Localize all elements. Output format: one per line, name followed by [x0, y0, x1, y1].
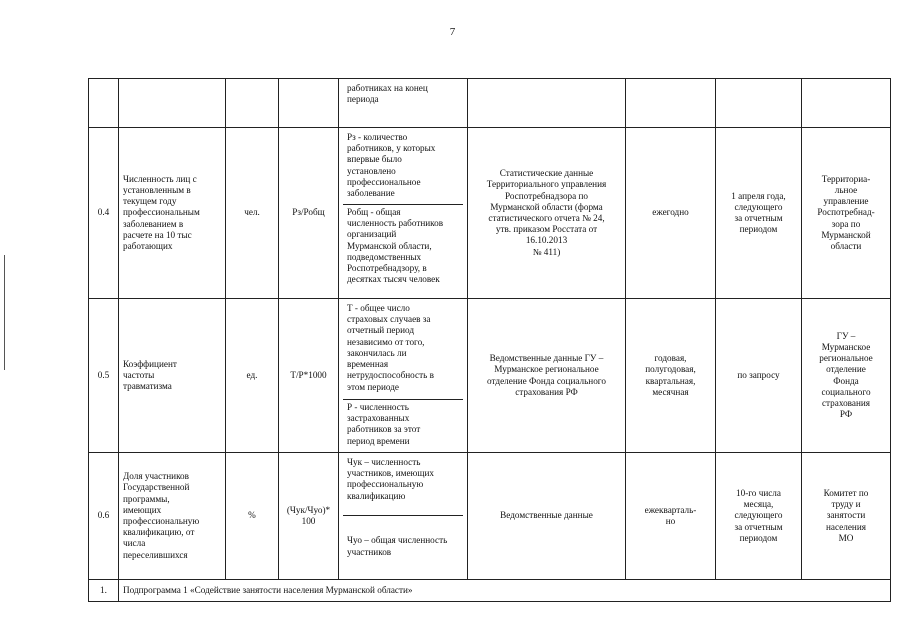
subprogram-row [89, 580, 891, 602]
variable-description: Чуо – общая численность участников [343, 515, 463, 577]
deadline-cell: 1 апреля года, следующего за отчетным периодом [716, 128, 802, 299]
indicator-name: Численность лиц с установленным в текущем году профессиональным заболеванием в расчете на 10 тыс работающих [119, 128, 226, 299]
source-cell: Ведомственные данные ГУ – Мурманское региональное отделение Фонда социального страхования РФ [468, 299, 626, 453]
source-cell: Статистические данные Территориального управления Роспотребнадзора по Мурманской области (форма статистического отчета № 24, утв. приказом Росстата от 16.10.2013 № 411) [468, 128, 626, 299]
table-row [89, 299, 891, 453]
page-number: 7 [449, 26, 456, 38]
formula-cell: Рз/Робщ [279, 128, 339, 299]
variable-description: Р - численность застрахованных работников за этот период времени [343, 399, 463, 450]
subprogram-number: 1. [89, 580, 119, 602]
unit-cell [226, 79, 279, 128]
responsible-cell [802, 79, 891, 128]
indicator-name: Доля участников Государственной программы, имеющих профессиональную квалификацию, от числа переселившихся [119, 453, 226, 580]
deadline-cell: 10-го числа месяца, следующего за отчетным периодом [716, 453, 802, 580]
variables-cell [339, 79, 468, 128]
deadline-cell: по запросу [716, 299, 802, 453]
unit-cell: % [226, 453, 279, 580]
row-number: 0.6 [89, 453, 119, 580]
row-number: 0.4 [89, 128, 119, 299]
periodicity-cell: годовая, полугодовая, квартальная, месячная [626, 299, 716, 453]
variable-description: работниках на конец периода [347, 83, 428, 105]
indicator-name [119, 79, 226, 128]
variable-description: Чук – численность участников, имеющих профессиональную квалификацию [347, 457, 434, 501]
periodicity-cell: ежегодно [626, 128, 716, 299]
row-number: 0.5 [89, 299, 119, 453]
indicators-table [88, 78, 891, 602]
periodicity-cell [626, 79, 716, 128]
row-number [89, 79, 119, 128]
variable-description: Рз - количество работников, у которых впервые было установлено профессиональное заболевание [347, 132, 436, 199]
deadline-cell [716, 79, 802, 128]
periodicity-cell: ежекварталь- но [626, 453, 716, 580]
responsible-cell: Комитет по труду и занятости населения МО [802, 453, 891, 580]
variable-description: Робщ - общая численность работников организаций Мурманской области, подведомственных Роспотребнадзору, в десятках тысяч человек [343, 204, 463, 296]
indicator-name: Коэффициент частоты травматизма [119, 299, 226, 453]
variables-cell [339, 299, 468, 453]
formula-cell: (Чук/Чуо)* 100 [279, 453, 339, 580]
source-cell [468, 79, 626, 128]
formula-cell [279, 79, 339, 128]
table-row [89, 79, 891, 128]
margin-rule [4, 255, 5, 370]
subprogram-title: Подпрограмма 1 «Содействие занятости населения Мурманской области» [119, 580, 891, 602]
unit-cell: чел. [226, 128, 279, 299]
unit-cell: ед. [226, 299, 279, 453]
responsible-cell: Территориа- льное управление Роспотребнад- зора по Мурманской области [802, 128, 891, 299]
variable-description: Т - общее число страховых случаев за отчетный период независимо от того, закончилась ли временная нетрудоспособность в этом периоде [347, 303, 434, 392]
table-row [89, 453, 891, 580]
variables-cell [339, 453, 468, 580]
variables-cell [339, 128, 468, 299]
table-row [89, 128, 891, 299]
source-cell: Ведомственные данные [468, 453, 626, 580]
responsible-cell: ГУ – Мурманское региональное отделение Фонда социального страхования РФ [802, 299, 891, 453]
formula-cell: Т/Р*1000 [279, 299, 339, 453]
